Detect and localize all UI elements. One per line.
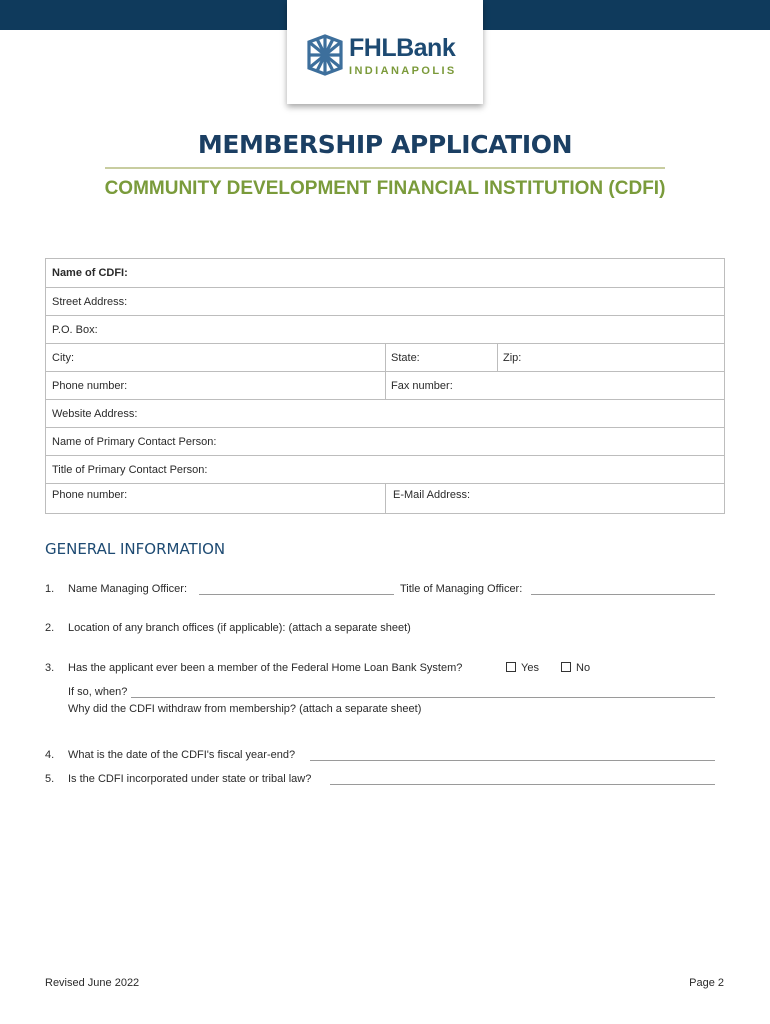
phone-label: Phone number: xyxy=(52,380,128,392)
logo-location: INDIANAPOLIS xyxy=(349,65,457,77)
question-5-text: Is the CDFI incorporated under state or tribal law? xyxy=(68,773,312,785)
membership-date-line[interactable] xyxy=(131,697,715,698)
form-row-website[interactable] xyxy=(46,399,724,427)
question-4-text: What is the date of the CDFI's fiscal year-end? xyxy=(68,749,296,761)
contact-phone-label: Phone number: xyxy=(52,489,128,501)
fiscal-year-end-line[interactable] xyxy=(310,760,715,761)
street-address-label: Street Address: xyxy=(52,296,128,308)
city-label: City: xyxy=(52,352,74,364)
cdfi-info-form xyxy=(45,258,725,514)
email-field[interactable] xyxy=(387,484,470,514)
email-label: E-Mail Address: xyxy=(393,489,471,501)
question-1-title-label: Title of Managing Officer: xyxy=(400,583,523,595)
form-row-contact-phone-email xyxy=(46,483,724,513)
question-4-number: 4. xyxy=(45,749,55,761)
primary-contact-name-label: Name of Primary Contact Person: xyxy=(52,436,217,448)
form-row-contact-title[interactable] xyxy=(46,455,724,483)
withdraw-reason-text: Why did the CDFI withdraw from membership? (attach a separate sheet) xyxy=(68,703,422,715)
po-box-label: P.O. Box: xyxy=(52,324,98,336)
state-label: State: xyxy=(391,352,420,364)
form-row-street[interactable] xyxy=(46,287,724,315)
fax-label: Fax number: xyxy=(391,380,453,392)
revision-date: Revised June 2022 xyxy=(45,977,140,989)
question-2-text: Location of any branch offices (if applicable): (attach a separate sheet) xyxy=(68,622,411,634)
question-2-number: 2. xyxy=(45,622,55,634)
page-number: Page 2 xyxy=(689,977,724,989)
logo-card xyxy=(287,0,483,104)
form-row-city-state-zip xyxy=(46,343,724,371)
form-row-phone-fax xyxy=(46,371,724,399)
title-divider xyxy=(105,167,665,169)
question-5-number: 5. xyxy=(45,773,55,785)
incorporation-law-line[interactable] xyxy=(330,784,715,785)
question-1-text: Name Managing Officer: xyxy=(68,583,188,595)
form-row-name[interactable] xyxy=(46,259,724,287)
question-3-number: 3. xyxy=(45,662,55,674)
logo-wordmark: FHLBank xyxy=(349,34,456,62)
page-subtitle: COMMUNITY DEVELOPMENT FINANCIAL INSTITUTION (CDFI) xyxy=(104,178,666,199)
if-so-when-label: If so, when? xyxy=(68,686,128,698)
managing-officer-title-line[interactable] xyxy=(531,594,715,595)
yes-checkbox[interactable] xyxy=(506,662,516,672)
page-title: MEMBERSHIP APPLICATION xyxy=(197,130,573,159)
city-field[interactable] xyxy=(46,344,385,372)
zip-label: Zip: xyxy=(503,352,522,364)
primary-contact-title-label: Title of Primary Contact Person: xyxy=(52,464,208,476)
website-label: Website Address: xyxy=(52,408,138,420)
no-checkbox[interactable] xyxy=(561,662,571,672)
no-label: No xyxy=(576,662,591,674)
zip-field[interactable] xyxy=(497,344,521,372)
yes-label: Yes xyxy=(521,662,539,674)
name-of-cdfi-label: Name of CDFI: xyxy=(52,267,128,279)
state-field[interactable] xyxy=(385,344,495,372)
managing-officer-name-line[interactable] xyxy=(199,594,394,595)
fax-field[interactable] xyxy=(385,372,453,400)
general-information-heading: GENERAL INFORMATION xyxy=(45,540,226,558)
question-1-number: 1. xyxy=(45,583,55,595)
form-row-contact-name[interactable] xyxy=(46,427,724,455)
fhlbank-lattice-icon xyxy=(305,34,345,76)
question-3-text: Has the applicant ever been a member of the Federal Home Loan Bank System? xyxy=(68,662,463,674)
contact-phone-field[interactable] xyxy=(46,484,385,514)
form-row-po-box[interactable] xyxy=(46,315,724,343)
phone-field[interactable] xyxy=(46,372,385,400)
cell-divider xyxy=(385,484,386,514)
